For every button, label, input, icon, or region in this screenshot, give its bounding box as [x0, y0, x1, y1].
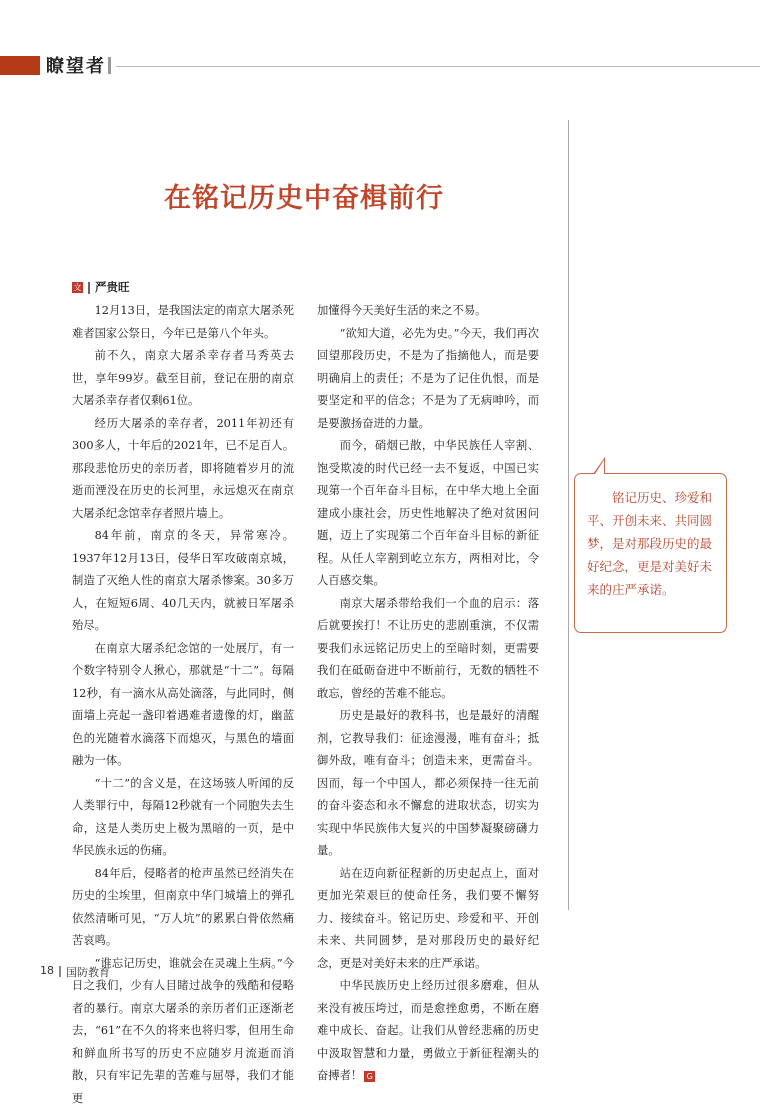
paragraph: 南京大屠杀带给我们一个血的启示：落后就要挨打！不让历史的悲剧重演，不仅需要我们永远铭记历史上的至暗时刻，更需要我们在砥砺奋进中不断前行，无数的牺牲不敢忘，曾经的苦难不能忘。 [317, 593, 539, 706]
paragraph: 12月13日，是我国法定的南京大屠杀死难者国家公祭日，今年已是第八个年头。 [72, 300, 294, 345]
paragraph: 84年后，侵略者的枪声虽然已经消失在历史的尘埃里，但南京中华门城墙上的弹孔依然清晰可见，“万人坑”的累累白骨依然痛苦哀鸣。 [72, 863, 294, 953]
paragraph-last [317, 975, 539, 1088]
article-column-left [72, 300, 294, 1110]
header-accent-bar [0, 56, 40, 75]
paragraph: “欲知大道，必先为史。”今天，我们再次回望那段历史，不是为了指摘他人，而是要明确肩上的责任；不是为了记住仇恨，而是要坚定和平的信念；不是为了无病呻吟，而是要激扬奋进的力量。 [317, 323, 539, 436]
header-rule [116, 66, 760, 67]
column-name-divider [108, 57, 111, 74]
side-column-rule [568, 120, 569, 910]
paragraph: 站在迈向新征程新的历史起点上，面对更加光荣艰巨的使命任务，我们要不懈努力、接续奋斗。铭记历史、珍爱和平、开创未来、共同圆梦，是对那段历史的最好纪念，更是对美好未来的庄严承诺。 [317, 863, 539, 976]
paragraph: “十二”的含义是，在这场骇人听闻的反人类罪行中，每隔12秒就有一个同胞失去生命，这是人类历史上极为黑暗的一页，是中华民族永远的伤痛。 [72, 773, 294, 863]
column-name: 瞭望者 [46, 52, 106, 78]
paragraph: 84年前，南京的冬天，异常寒冷。1937年12月13日，侵华日军攻破南京城，制造了灭绝人性的南京大屠杀惨案。30多万人，在短短6周、40几天内，就被日军屠杀殆尽。 [72, 525, 294, 638]
paragraph: 前不久，南京大屠杀幸存者马秀英去世，享年99岁。截至目前，登记在册的南京大屠杀幸存者仅剩61位。 [72, 345, 294, 413]
paragraph: 在南京大屠杀纪念馆的一处展厅，有一个数字特别令人揪心，那就是“十二”。每隔12秒，有一滴水从高处滴落，与此同时，侧面墙上亮起一盏印着遇难者遗像的灯，幽蓝色的光随着水滴落下而熄灭，与黑色的墙面融为一体。 [72, 638, 294, 773]
paragraph-continued: 加懂得今天美好生活的来之不易。 [317, 300, 539, 323]
paragraph: 而今，硝烟已散，中华民族任人宰割、饱受欺凌的时代已经一去不复返，中国已实现第一个百年奋斗目标，在中华大地上全面建成小康社会，历史性地解决了绝对贫困问题，迈上了实现第二个百年奋斗目标的新征程。从任人宰割到屹立东方，两相对比，令人百感交集。 [317, 435, 539, 593]
author-divider [88, 282, 90, 294]
pull-quote-box [574, 473, 727, 633]
paragraph: 历史是最好的教科书，也是最好的清醒剂，它教导我们：征途漫漫，唯有奋斗；抵御外敌，唯有奋斗；创造未来，更需奋斗。因而，每一个中国人，都必须保持一往无前的奋斗姿态和永不懈怠的进取状态，切实为实现中华民族伟大复兴的中国梦凝聚磅礴力量。 [317, 705, 539, 863]
footer-divider [59, 966, 61, 977]
author-mark-icon: 文 [72, 282, 83, 293]
paragraph: “谁忘记历史，谁就会在灵魂上生病。”今日之我们，少有人目睹过战争的残酷和侵略者的暴行。南京大屠杀的亲历者们正逐渐老去，“61”在不久的将来也将归零，但用生命和鲜血所书写的历史不应随岁月流逝而消散，只有牢记先辈的苦难与屈辱，我们才能更 [72, 953, 294, 1110]
article-column-right [317, 300, 539, 1088]
article-title: 在铭记历史中奋楫前行 [0, 176, 608, 215]
end-mark-icon: G [364, 1071, 375, 1082]
magazine-name: 国防教育 [66, 964, 110, 980]
page-number: 18 [40, 964, 54, 977]
pull-quote-text: 铭记历史、珍爱和平、开创未来、共同圆梦，是对那段历史的最好纪念，更是对美好未来的庄严承诺。 [587, 486, 716, 601]
pull-quote-pointer-fill [595, 460, 604, 474]
paragraph: 经历大屠杀的幸存者，2011年初还有300多人，十年后的2021年，已不足百人。那段悲怆历史的亲历者，即将随着岁月的流逝而湮没在历史的长河里，永远熄灭在南京大屠杀纪念馆幸存者照片墙上。 [72, 413, 294, 526]
last-paragraph-text: 中华民族历史上经历过很多磨难，但从来没有被压垮过，而是愈挫愈勇，不断在磨难中成长、奋起。让我们从曾经悲痛的历史中汲取智慧和力量，勇做立于新征程潮头的奋搏者！ [317, 979, 539, 1082]
author-name: 严贵旺 [95, 279, 130, 295]
